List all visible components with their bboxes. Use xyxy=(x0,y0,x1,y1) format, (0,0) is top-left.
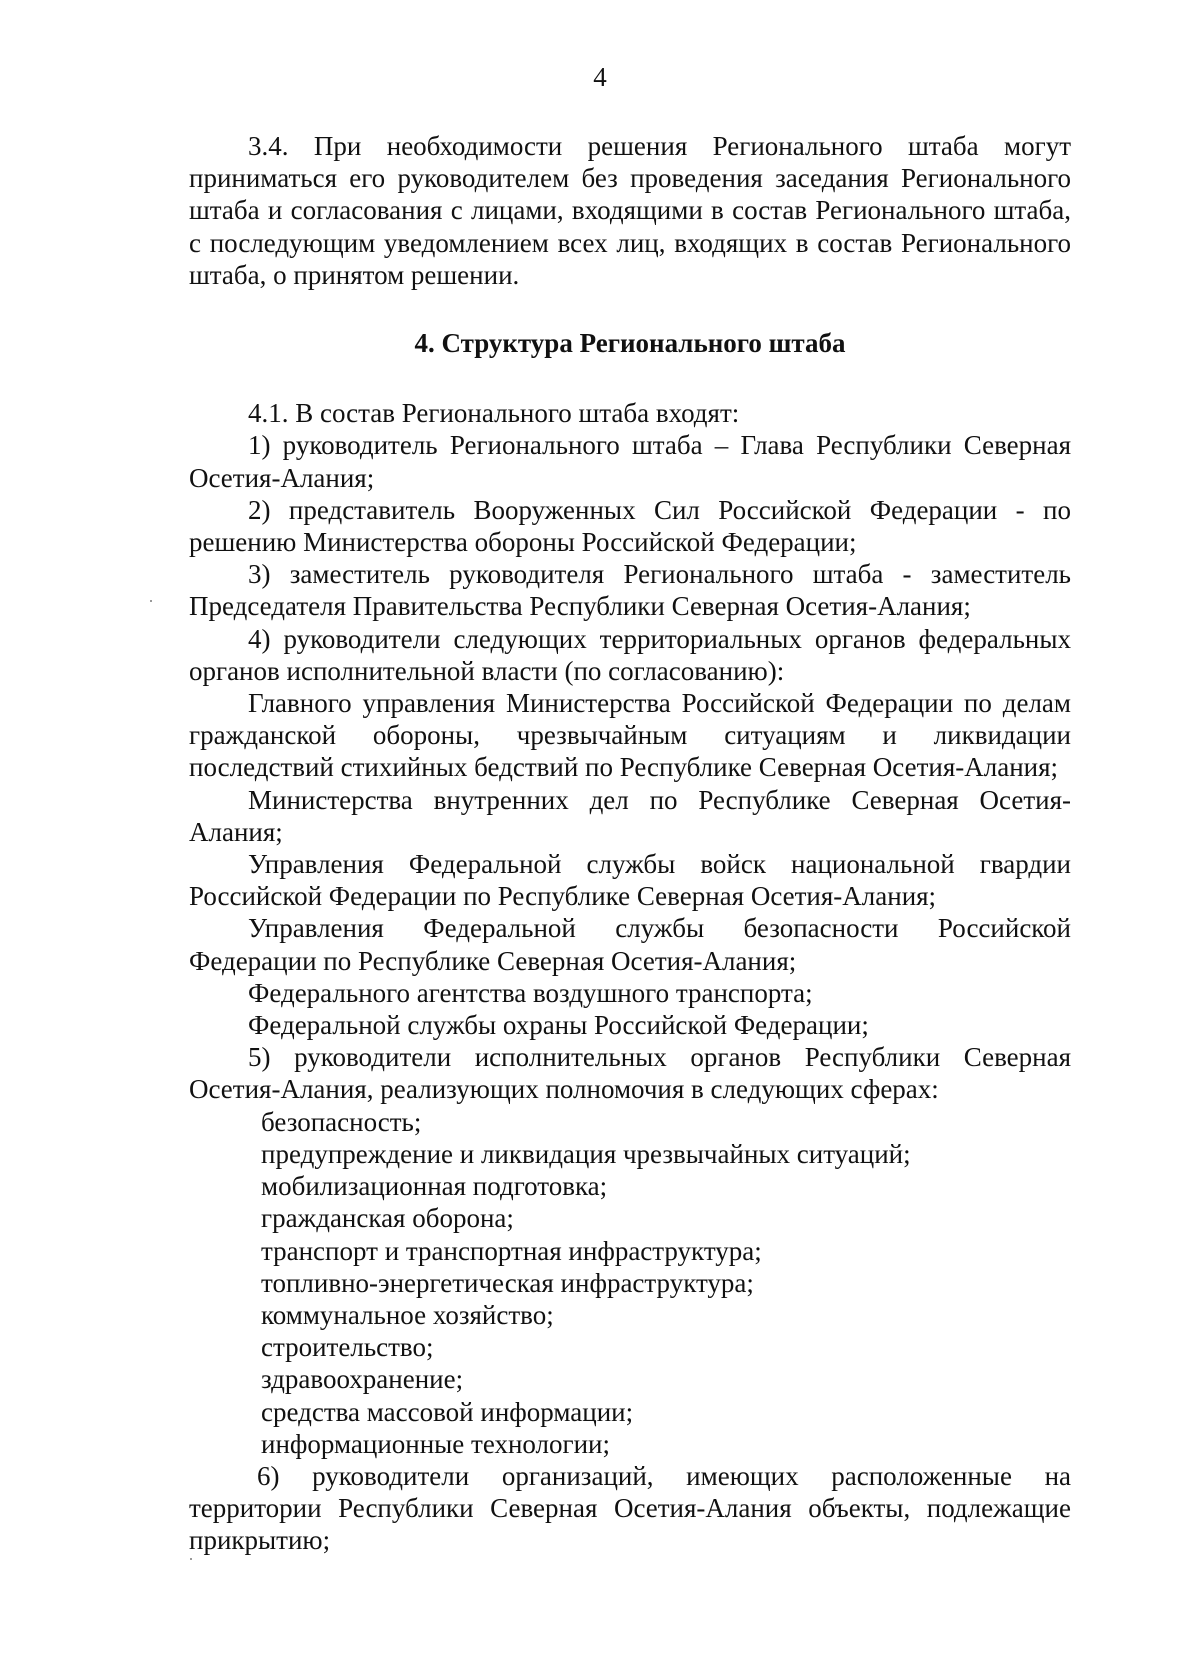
list-item-4-a: Главного управления Министерства Российской Федерации по делам гражданской обороны, чрезвычайным ситуациям и ликвидации последствий стихийных бедствий по Республике Северная Осетия-Алания; xyxy=(189,688,1071,783)
sphere-item: безопасность; xyxy=(261,1106,422,1137)
sphere-item: гражданская оборона; xyxy=(261,1203,514,1234)
list-item-4-c: Управления Федеральной службы войск национальной гвардии Российской Федерации по Республике Северная Осетия-Алания; xyxy=(189,849,1071,912)
scan-artifact xyxy=(190,1558,192,1560)
document-body xyxy=(189,130,1071,1557)
scan-artifact xyxy=(150,600,152,602)
sphere-item: информационные технологии; xyxy=(261,1428,611,1459)
sphere-item: средства массовой информации; xyxy=(261,1396,634,1427)
sphere-item: здравоохранение; xyxy=(261,1364,464,1395)
sphere-item: коммунальное хозяйство; xyxy=(261,1299,554,1330)
list-item-6: 6) руководители организаций, имеющих расположенные на территории Республики Северная Осетия-Алания объекты, подлежащие прикрытию; xyxy=(189,1460,1071,1556)
page-number: 4 xyxy=(593,62,607,92)
list-item-4-e: Федерального агентства воздушного транспорта; xyxy=(248,977,813,1008)
sphere-item: предупреждение и ликвидация чрезвычайных ситуаций; xyxy=(261,1138,911,1169)
paragraph-4-1: 4.1. В состав Регионального штаба входят: xyxy=(248,398,740,429)
sphere-item: строительство; xyxy=(261,1332,434,1363)
list-item-2: 2) представитель Вооруженных Сил Российской Федерации - по решению Министерства обороны Российской Федерации; xyxy=(189,494,1071,558)
list-item-4-b: Министерства внутренних дел по Республике Северная Осетия-Алания; xyxy=(189,784,1071,847)
list-item-4: 4) руководители следующих территориальных органов федеральных органов исполнительной власти (по согласованию): xyxy=(189,623,1071,686)
list-item-4-d: Управления Федеральной службы безопасности Российской Федерации по Республике Северная Осетия-Алания; xyxy=(189,913,1071,976)
sphere-item: транспорт и транспортная инфраструктура; xyxy=(261,1235,762,1266)
list-item-3: 3) заместитель руководителя Регионального штаба - заместитель Председателя Правительства Республики Северная Осетия-Алания; xyxy=(189,559,1071,622)
section-heading-4: 4. Структура Регионального штаба xyxy=(414,328,846,359)
paragraph-3-4: 3.4. При необходимости решения Регионального штаба могут приниматься его руководителем без проведения заседания Регионального штаба и согласования с лицами, входящими в состав Регионального штаба, с последующим уведомлением всех лиц, входящих в состав Регионального штаба, о принятом решении. xyxy=(189,131,1071,290)
sphere-item: мобилизационная подготовка; xyxy=(261,1171,608,1202)
list-item-4-f: Федеральной службы охраны Российской Федерации; xyxy=(248,1010,869,1041)
list-item-1: 1) руководитель Регионального штаба – Глава Республики Северная Осетия-Алания; xyxy=(189,430,1071,493)
sphere-item: топливно-энергетическая инфраструктура; xyxy=(261,1267,754,1298)
list-item-5: 5) руководители исполнительных органов Республики Северная Осетия-Алания, реализующих полномочия в следующих сферах: xyxy=(189,1042,1071,1105)
